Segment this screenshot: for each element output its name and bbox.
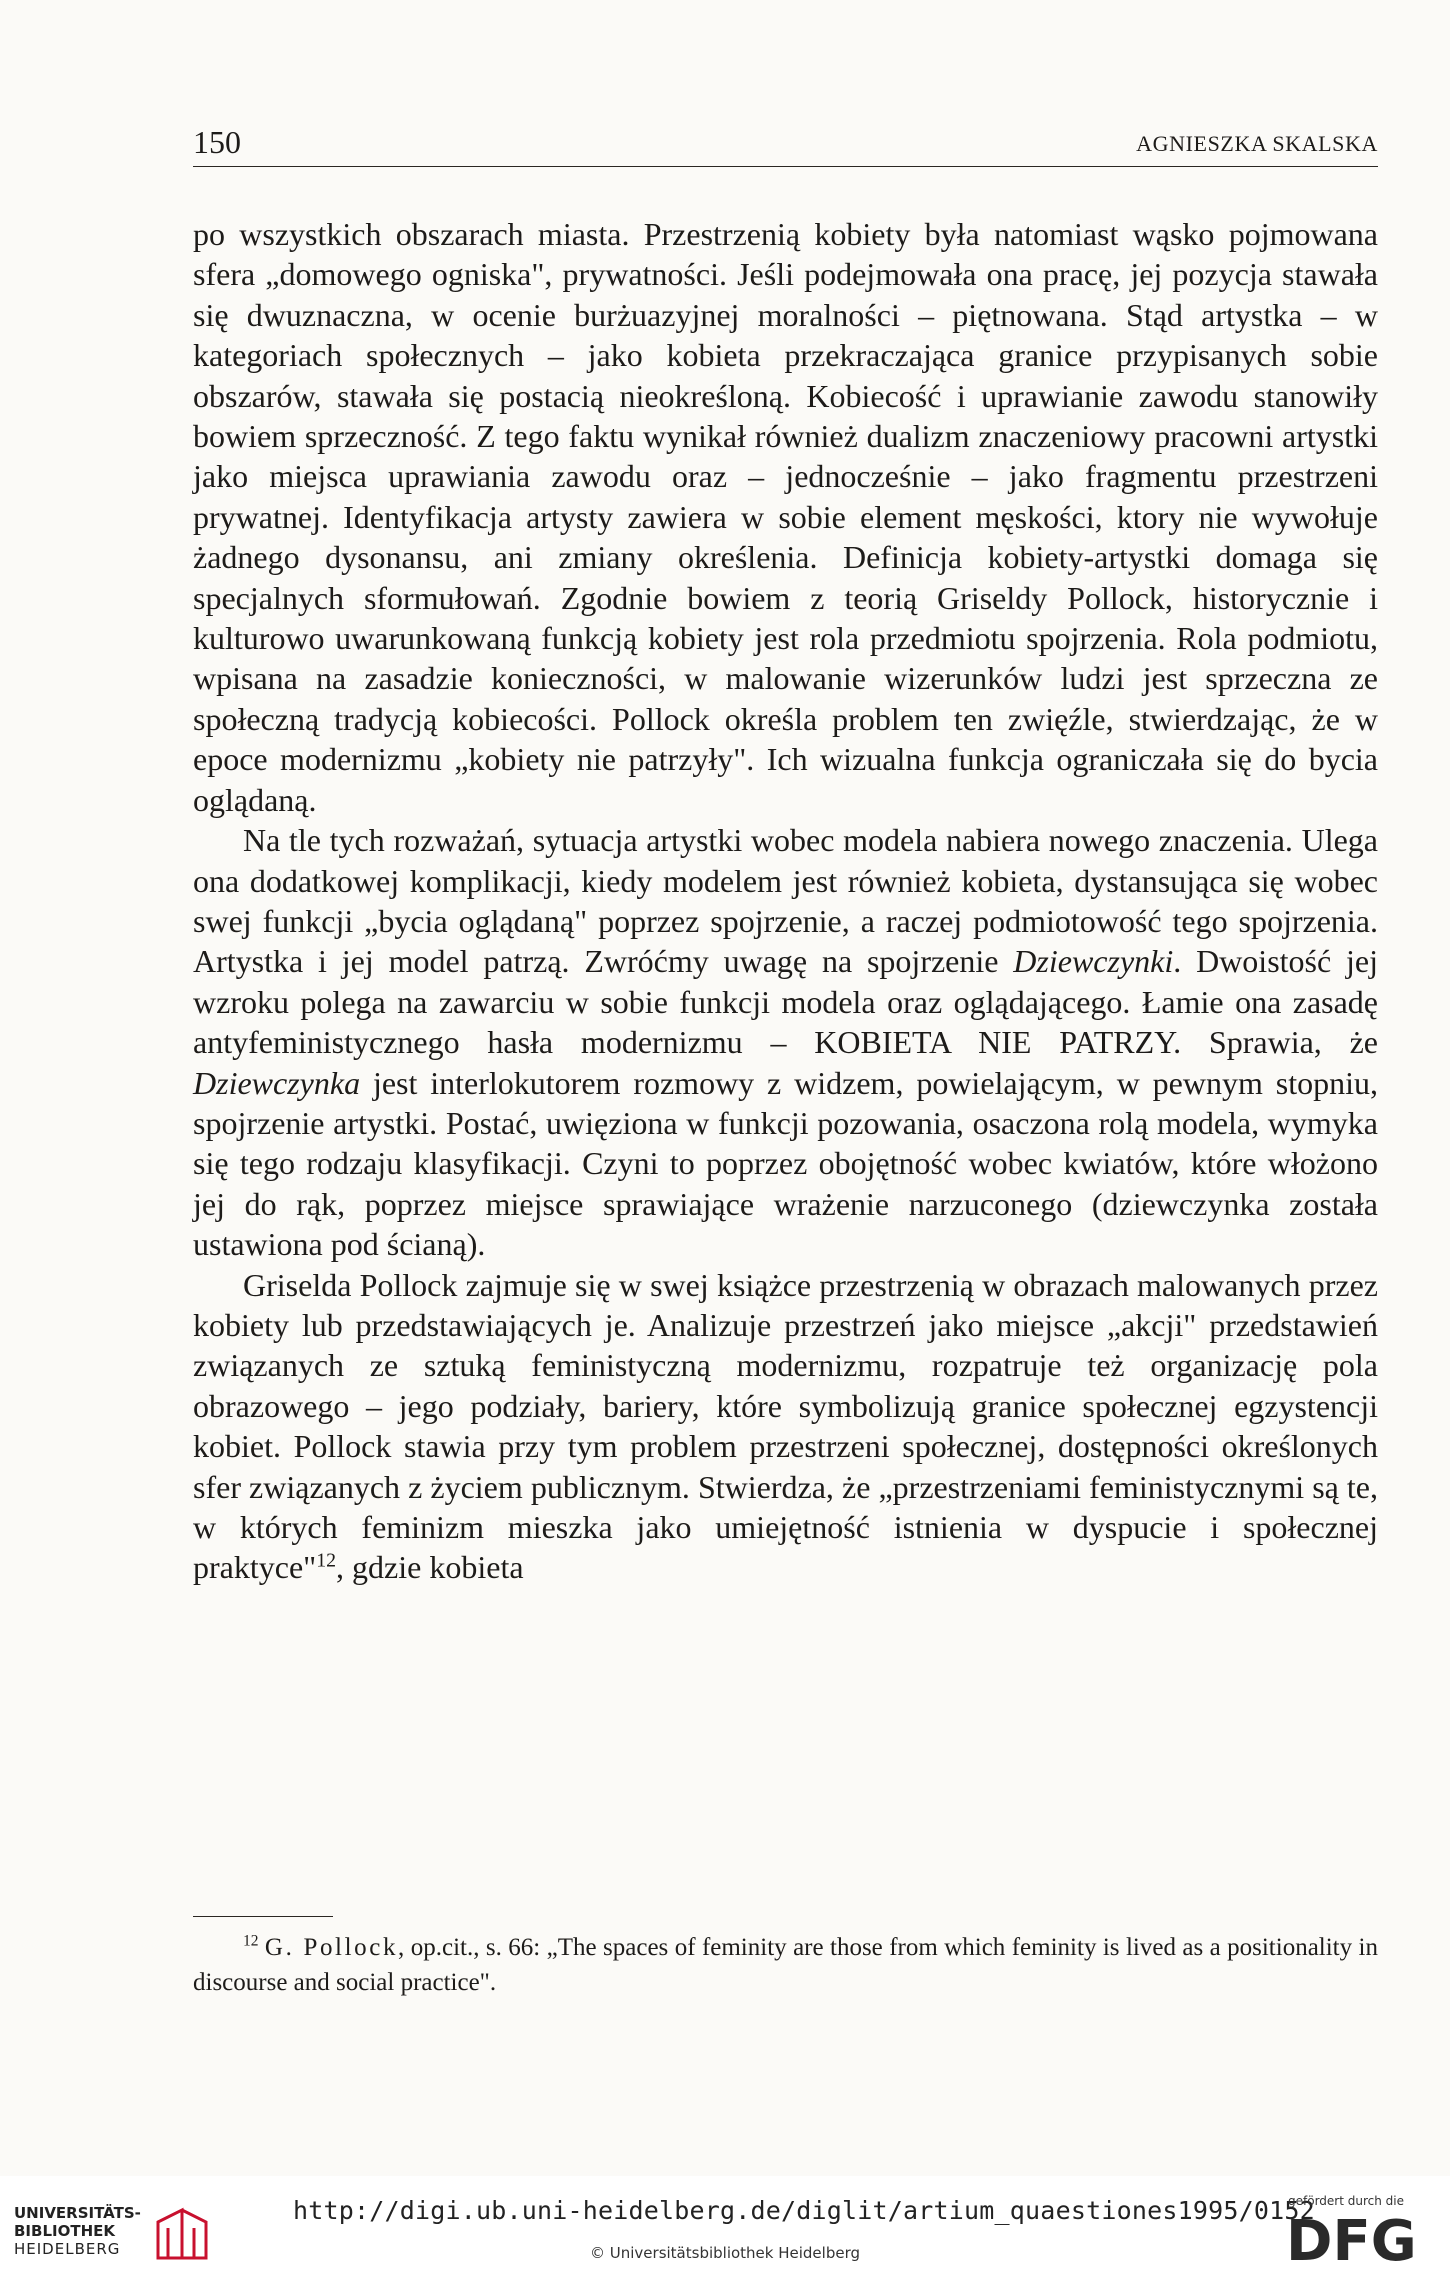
paragraph-2-text-a: Na tle tych rozważań, sytuacja artystki wobec modela nabiera nowego znaczenia. Ulega ona dodatkowej komplikacji, kiedy modelem jest również kobieta, dystansująca się wobec swej funkcji „bycia oglądaną" poprzez spojrzenie, a raczej podmiotowość tego spojrzenia. Artystka i jej model patrzą. Zwróćmy uwagę na spojrzenie (193, 822, 1378, 980)
funder-note: gefördert durch die (1288, 2194, 1404, 2208)
footnote (193, 1930, 1378, 2000)
paragraph-2-text-b: . Dwoistość jej wzroku polega na zawarciu w sobie funkcji modela oraz oglądającego. Łamie ona zasadę antyfeministycznego hasła modernizmu – KOBIETA NIE PATRZY. Sprawia, że (193, 943, 1378, 1061)
footnote-divider (193, 1916, 333, 1917)
library-city: HEIDELBERG (14, 2240, 121, 2258)
page-url-link[interactable]: http://digi.ub.uni-heidelberg.de/diglit/artium_quaestiones1995/0152 (293, 2196, 1315, 2225)
library-name-line1: UNIVERSITÄTS- (14, 2204, 141, 2222)
paragraph-1 (193, 214, 1378, 820)
dfg-logo (1284, 2210, 1434, 2272)
funder-block (1280, 2194, 1440, 2274)
paragraph-1-text: po wszystkich obszarach miasta. Przestrzenią kobiety była natomiast wąsko pojmowana sfera „domowego ogniska", prywatności. Jeśli podejmowała ona pracę, jej pozycja stawała się dwuznaczna, w ocenie burżuazyjnej moralności – piętnowana. Stąd artystka – w kategoriach społecznych – jako kobieta przekraczająca granice przypisanych sobie obszarów, stawała się postacią nieokreśloną. Kobiecość i uprawianie zawodu stanowiły bowiem sprzeczność. Z tego faktu wynikał również dualizm znaczeniowy pracowni artystki jako miejsca uprawiania zawodu oraz – jednocześnie – jako fragmentu przestrzeni prywatnej. Identyfikacja artysty zawiera w sobie element męskości, ktory nie wywołuje żadnego dysonansu, ani zmiany określenia. Definicja kobiety-artystki domaga się specjalnych sformułowań. Zgodnie bowiem z teorią Griseldy Pollock, historycznie i kulturowo uwarunkowaną funkcją kobiety jest rola przedmiotu spojrzenia. Rola podmiotu, wpisana na zasadzie konieczności, w malowanie wizerunków ludzi jest sprzeczna ze społeczną tradycją kobiecości. Pollock określa problem ten zwięźle, stwierdzając, że w epoce modernizmu „kobiety nie patrzyły". Ich wizualna funkcja ograniczała się do bycia oglądaną. (193, 216, 1378, 818)
paragraph-3 (193, 1265, 1378, 1588)
library-emblem-icon (154, 2204, 210, 2262)
page-number: 150 (193, 124, 241, 160)
paragraph-3-text-a: Griselda Pollock zajmuje się w swej książce przestrzenią w obrazach malowanych przez kobiety lub przedstawiających je. Analizuje przestrzeń jako miejsce „akcji" przedstawień związanych ze sztuką feministyczną modernizmu, rozpatruje też organizację pola obrazowego – jego podziały, bariery, które symbolizują granice społecznej egzystencji kobiet. Pollock stawia przy tym problem przestrzeni społecznej, dostępności określonych sfer związanych z życiem publicznym. Stwierdza, że „przestrzeniami feministycznymi są te, w których feminizm mieszka jako umiejętność istnienia w dyspucie i społecznej praktyce" (193, 1266, 1378, 1586)
running-head: AGNIESZKA SKALSKA (1136, 131, 1378, 156)
artwork-title: Dziewczynki (1013, 943, 1174, 980)
copyright-notice: © Universitätsbibliothek Heidelberg (590, 2244, 861, 2262)
library-logo (14, 2204, 214, 2264)
footnote-author: G. Pollock (264, 1934, 399, 1961)
dfg-logo-icon (1284, 2210, 1434, 2268)
digitization-footer (0, 2176, 1450, 2284)
dfg-logo-text: DFG (1286, 2210, 1417, 2268)
paragraph-2-text-c: jest interlokutorem rozmowy z widzem, powielającym, w pewnym stopniu, spojrzenie artystki. Postać, uwięziona w funkcji pozowania, osaczona rolą modela, wymyka się tego rodzaju klasyfikacji. Czyni to poprzez obojętność wobec kwiatów, które włożono jej do rąk, poprzez miejsce sprawiające wrażenie narzuconego (dziewczynka została ustawiona pod ścianą). (193, 1064, 1378, 1263)
footnote-ref: 12 (316, 1549, 337, 1572)
paragraph-2 (193, 820, 1378, 1264)
library-name (14, 2204, 141, 2258)
footnote-text: , op.cit., s. 66: „The spaces of feminity are those from which feminity is lived as a positionality in discourse and social practice". (193, 1934, 1378, 1996)
paragraph-3-text-b: , gdzie kobieta (336, 1549, 524, 1586)
library-name-line2: BIBLIOTHEK (14, 2222, 115, 2240)
artwork-title: Dziewczynka (193, 1064, 361, 1101)
footnote-number: 12 (243, 1932, 259, 1950)
page-header (193, 122, 1378, 167)
main-text (193, 214, 1378, 1588)
